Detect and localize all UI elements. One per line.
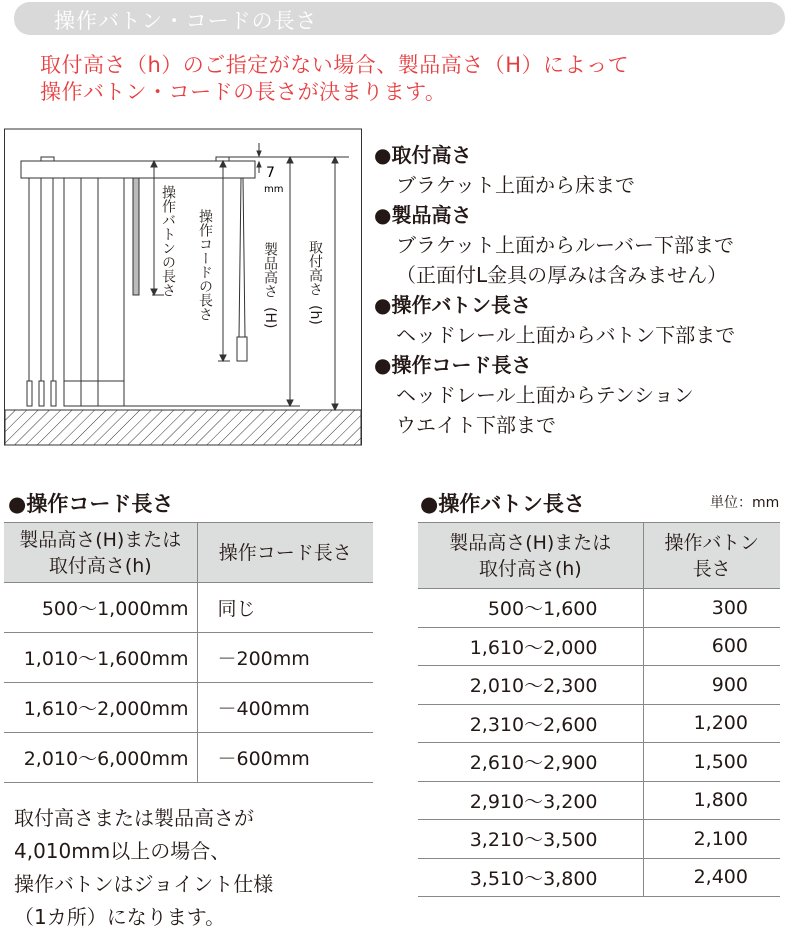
table-cell: －200mm — [197, 633, 373, 683]
table-cell: 1,800 — [643, 781, 780, 820]
table-cell: 2,010〜2,300 — [418, 666, 643, 705]
blind-diagram — [4, 127, 362, 447]
baton-table-title: ●操作バトン長さ — [420, 492, 585, 516]
table-row — [418, 627, 780, 666]
note-line: 操作バトンはジョイント仕様 — [14, 872, 274, 896]
louvers — [64, 178, 124, 406]
baton-length-label: 操作バトンの長さ — [160, 185, 176, 297]
legend-desc: ヘッドレール上面からテンション — [396, 383, 694, 407]
table-row — [4, 733, 373, 783]
legend-term: ●製品高さ — [374, 203, 472, 227]
table-row — [418, 858, 780, 897]
legend-desc: ブラケット上面から床まで — [396, 173, 635, 197]
section-title: 操作バトン・コードの長さ — [54, 9, 318, 33]
head-rail — [21, 161, 255, 178]
legend-desc: ウエイト下部まで — [396, 413, 556, 437]
table-cell: －400mm — [197, 683, 373, 733]
table-cell: 2,400 — [643, 858, 780, 897]
section-title-bar — [14, 2, 785, 35]
baton-length-table — [418, 522, 780, 897]
product-height-symbol: (H) — [262, 307, 278, 329]
table-cell: 3,510〜3,800 — [418, 858, 643, 897]
table-row — [418, 704, 780, 743]
table-row — [4, 683, 373, 733]
table-cell: 2,610〜2,900 — [418, 743, 643, 782]
tension-weight — [237, 337, 247, 361]
column-header: 操作バトン 長さ — [643, 523, 780, 589]
notice-text — [40, 52, 629, 106]
joint-note — [14, 802, 273, 934]
table-cell: 900 — [643, 666, 780, 705]
table-row — [418, 743, 780, 782]
notice-line: 取付高さ（h）のご指定がない場合、製品高さ（H）によって — [40, 53, 630, 77]
cord-table-title: ●操作コード長さ — [8, 492, 174, 516]
legend-desc: ヘッドレール上面からバトン下部まで — [396, 323, 736, 347]
table-row — [4, 583, 373, 633]
product-height-label: 製品高さ — [262, 242, 278, 298]
unit-label: 単位：mm — [710, 495, 780, 511]
table-row — [418, 820, 780, 859]
floor-hatch — [5, 410, 361, 445]
install-height-label: 取付高さ — [307, 240, 323, 296]
table-cell: 1,200 — [643, 704, 780, 743]
note-line: 取付高さまたは製品高さが — [14, 806, 254, 830]
table-cell: 1,610〜2,000mm — [4, 683, 197, 733]
definition-legend — [374, 140, 735, 440]
gap-value: 7 — [266, 165, 275, 181]
table-cell: 同じ — [197, 583, 373, 633]
baton — [133, 178, 139, 295]
table-cell: 600 — [643, 627, 780, 666]
table-cell: 2,100 — [643, 820, 780, 859]
bracket — [41, 157, 54, 161]
column-header: 製品高さ(H)または 取付高さ(h) — [4, 523, 197, 583]
bracket — [216, 157, 229, 161]
table-row — [418, 666, 780, 705]
table-cell: 300 — [643, 589, 780, 628]
column-header: 製品高さ(H)または 取付高さ(h) — [418, 523, 643, 589]
note-line: （1カ所）になります。 — [14, 905, 226, 929]
column-header: 操作コード長さ — [197, 523, 373, 583]
notice-line: 操作バトン・コードの長さが決まります。 — [40, 80, 447, 104]
legend-desc: （正面付L金具の厚みは含みません） — [396, 263, 728, 287]
legend-term: ●操作バトン長さ — [374, 293, 532, 317]
table-cell: 3,210〜3,500 — [418, 820, 643, 859]
table-cell: 1,610〜2,000 — [418, 627, 643, 666]
table-cell: 500〜1,600 — [418, 589, 643, 628]
note-line: 4,010mm以上の場合、 — [14, 839, 231, 863]
table-cell: －600mm — [197, 733, 373, 783]
cord-length-table — [4, 522, 373, 783]
table-cell: 2,010〜6,000mm — [4, 733, 197, 783]
table-cell: 1,010〜1,600mm — [4, 633, 197, 683]
legend-term: ●取付高さ — [374, 143, 472, 167]
table-cell: 2,910〜3,200 — [418, 781, 643, 820]
table-row — [418, 781, 780, 820]
table-cell: 1,500 — [643, 743, 780, 782]
table-row — [418, 589, 780, 628]
legend-term: ●操作コード長さ — [374, 353, 532, 377]
install-height-symbol: (h) — [307, 305, 323, 325]
table-cell: 2,310〜2,600 — [418, 704, 643, 743]
gap-unit: mm — [264, 184, 284, 195]
table-row — [4, 633, 373, 683]
table-cell: 500〜1,000mm — [4, 583, 197, 633]
cord-length-label: 操作コードの長さ — [197, 209, 213, 321]
legend-desc: ブラケット上面からルーバー下部まで — [396, 233, 734, 257]
